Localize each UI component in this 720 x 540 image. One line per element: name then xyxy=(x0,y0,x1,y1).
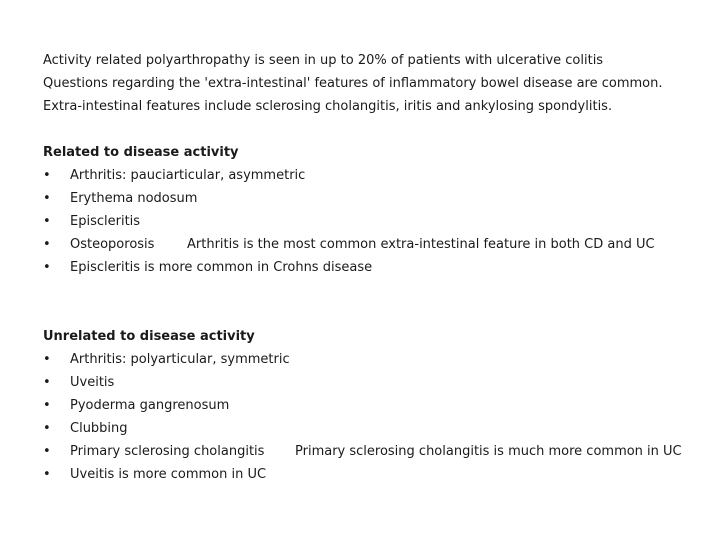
list-item-text: Primary sclerosing cholangitis xyxy=(70,444,265,459)
list-item-text: Arthritis: polyarticular, symmetric xyxy=(70,352,290,367)
bullet-icon: • xyxy=(43,421,51,436)
list-item-text: Episcleritis xyxy=(70,214,141,229)
list-item-text: Pyoderma gangrenosum xyxy=(70,398,230,413)
bullet-icon: • xyxy=(43,352,51,367)
intro-line-3: Extra-intestinal features include sclerosing cholangitis, iritis and ankylosing spondylitis. xyxy=(43,99,613,114)
bullet-icon: • xyxy=(43,191,51,206)
unrelated-side-note: Primary sclerosing cholangitis is much more common in UC xyxy=(295,444,682,459)
bullet-icon: • xyxy=(43,260,51,275)
list-item-text: Uveitis xyxy=(70,375,115,390)
list-item-text: Erythema nodosum xyxy=(70,191,198,206)
list-item-text: Episcleritis is more common in Crohns disease xyxy=(70,260,373,275)
intro-line-1: Activity related polyarthropathy is seen in up to 20% of patients with ulcerative colitis xyxy=(43,53,604,68)
list-item-text: Uveitis is more common in UC xyxy=(70,467,267,482)
list-item-text: Arthritis: pauciarticular, asymmetric xyxy=(70,168,306,183)
list-item-text: Clubbing xyxy=(70,421,128,436)
bullet-icon: • xyxy=(43,168,51,183)
list-item-text: Osteoporosis xyxy=(70,237,155,252)
unrelated-heading: Unrelated to disease activity xyxy=(43,329,255,344)
bullet-icon: • xyxy=(43,375,51,390)
related-side-note: Arthritis is the most common extra-intestinal feature in both CD and UC xyxy=(187,237,655,252)
bullet-icon: • xyxy=(43,214,51,229)
related-heading: Related to disease activity xyxy=(43,145,239,160)
intro-line-2: Questions regarding the 'extra-intestinal' features of inflammatory bowel disease are common. xyxy=(43,76,663,91)
bullet-icon: • xyxy=(43,398,51,413)
bullet-icon: • xyxy=(43,237,51,252)
bullet-icon: • xyxy=(43,444,51,459)
bullet-icon: • xyxy=(43,467,51,482)
